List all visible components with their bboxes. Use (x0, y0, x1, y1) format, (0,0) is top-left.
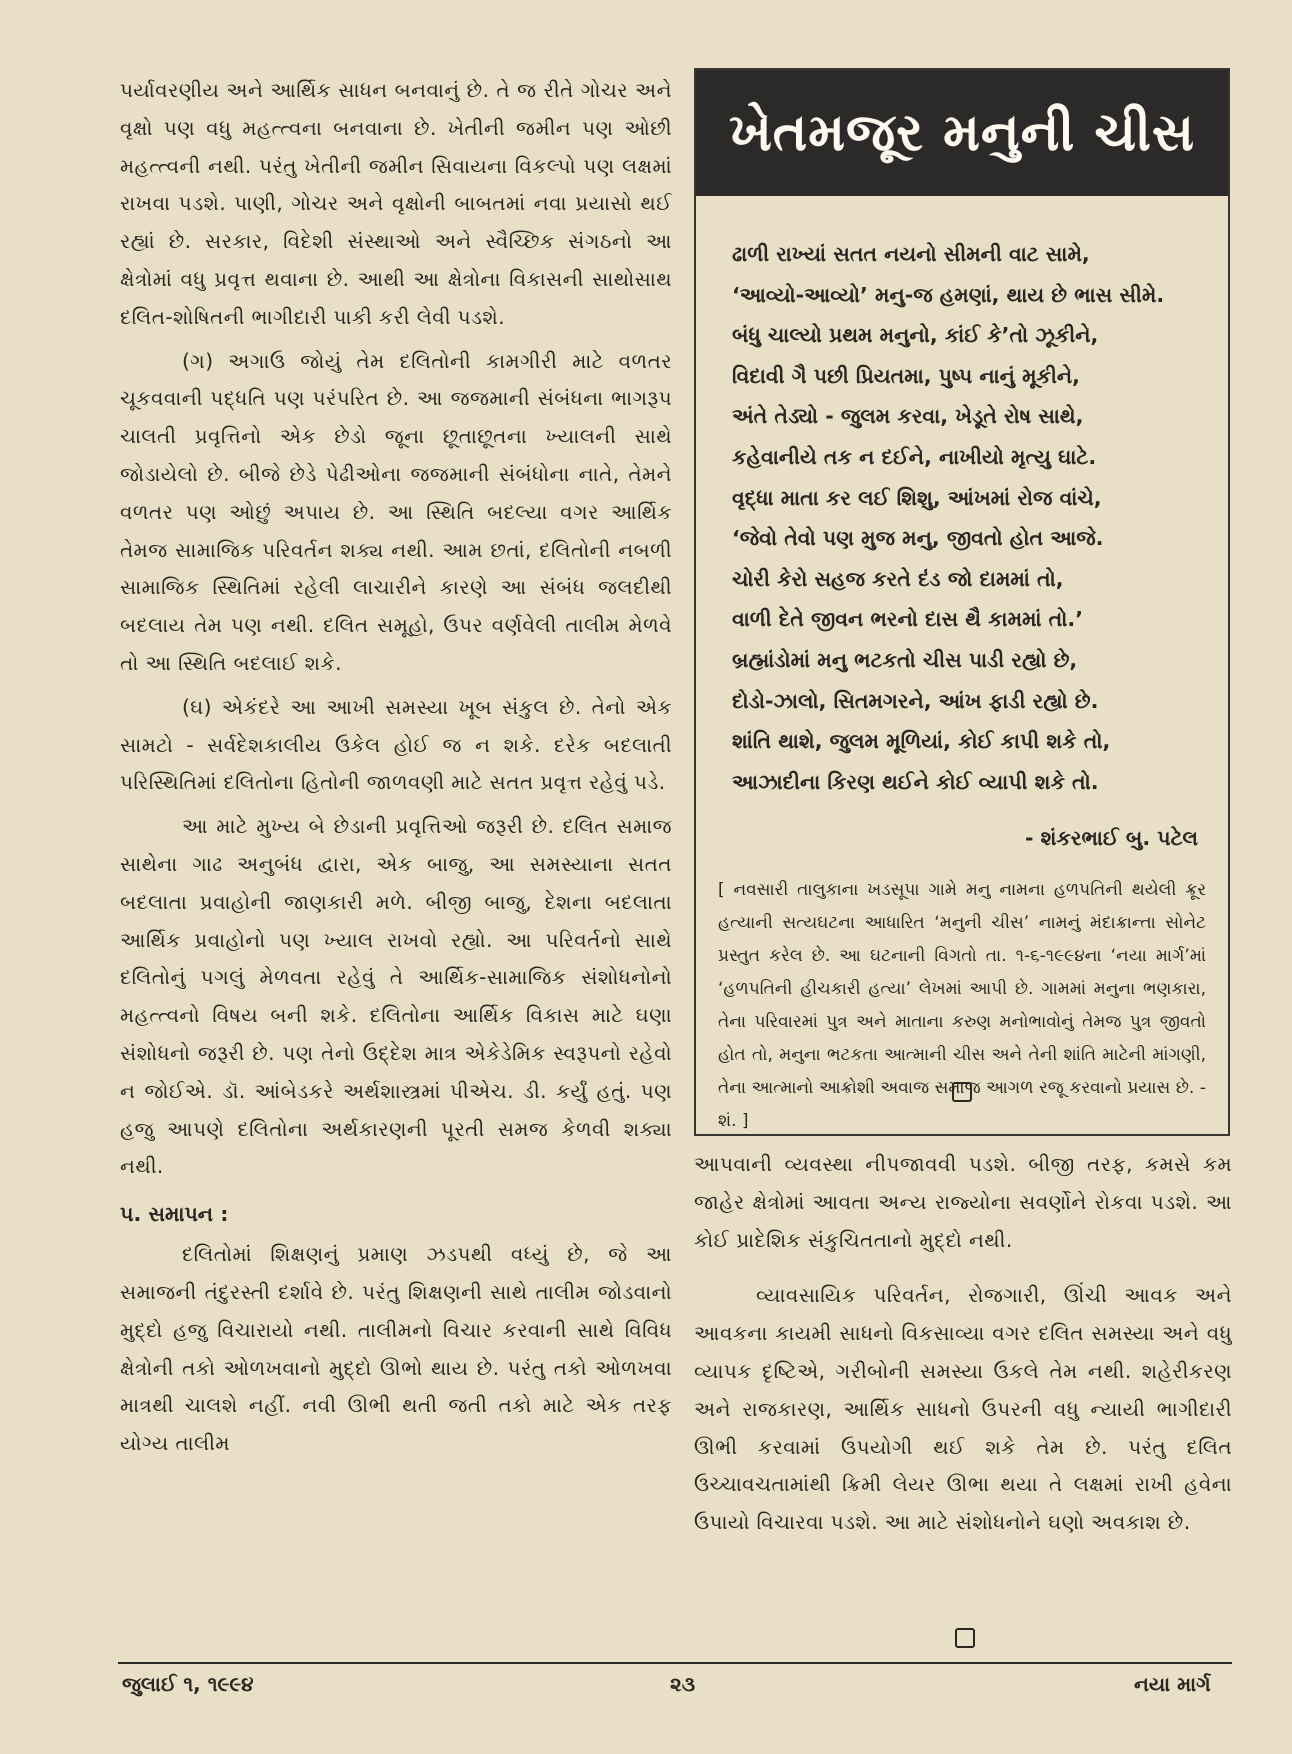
left-paragraph-2: (ગ) અગાઉ જોયું તેમ દલિતોની કામગીરી માટે વળતર ચૂકવવાની પદ્ધતિ પણ પરંપરિત છે. આ જજમાની સંબંધના ભાગરૂપ ચાલતી પ્રવૃત્તિનો એક છેડો જૂના છૂતાછૂતના ખ્યાલની સાથે જોડાયેલો છે. બીજે છેડે પેઢીઓના જજમાની સંબંધોના નાતે, તેમને વળતર પણ ઓછું અપાય છે. આ સ્થિતિ બદલ્યા વગર આર્થિક તેમજ સામાજિક પરિવર્તન શક્ય નથી. આમ છતાં, દલિતોની નબળી સામાજિક સ્થિતિમાં રહેલી લાચારીને કારણે આ સંબંધ જલદીથી બદલાય તેમ પણ નથી. દલિત સમૂહો, ઉપર વર્ણવેલી તાલીમ મેળવે તો આ સ્થિતિ બદલાઈ શકે. (120, 348, 672, 675)
poem-line: આઝાદીના કિરણ થઈને કોઈ વ્યાપી શકે તો. (732, 769, 1099, 794)
poem-author: - શંકરભાઈ બુ. પટેલ (1024, 826, 1198, 851)
poem-line: વાળી દેતે જીવન ભરનો દાસ થૈ કામમાં તો.’ (732, 607, 1083, 632)
poem-line: શાંતિ થાશે, જુલમ મૂળિયાં, કોઈ કાપી શકે તો, (732, 729, 1111, 754)
end-square-icon (955, 1628, 975, 1648)
poem-line: વિદાવી ગૈ પછી પ્રિયતમા, પુષ્પ નાનું મૂકીને, (732, 363, 1080, 388)
left-paragraph-5: દલિતોમાં શિક્ષણનું પ્રમાણ ઝડપથી વધ્યું છે, જે આ સમાજની તંદુરસ્તી દર્શાવે છે. પરંતુ શિક્ષણની સાથે તાલીમ જોડવાનો મુદ્દો હજુ વિચારાયો નથી. તાલીમનો વિચાર કરવાની સાથે વિવિધ ક્ષેત્રોની તકો ઓળખવાનો મુદ્દો ઊભો થાય છે. પરંતુ તકો ઓળખવા માત્રથી ચાલશે નહીં. નવી ઊભી થતી જતી તકો માટે એક તરફ યોગ્ય તાલીમ (120, 1242, 672, 1456)
poem-title: ખેતમજૂર મનુની ચીસ (729, 102, 1195, 163)
left-paragraph-1: પર્યાવરણીય અને આર્થિક સાધન બનવાનું છે. તે જ રીતે ગોચર અને વૃક્ષો પણ વધુ મહત્ત્વના બનવાના છે. ખેતીની જમીન પણ ઓછી મહત્ત્વની નથી. પરંતુ ખેતીની જમીન સિવાયના વિકલ્પો પણ લક્ષમાં રાખવા પડશે. પાણી, ગોચર અને વૃક્ષોની બાબતમાં નવા પ્રયાસો થઈ રહ્યાં છે. સરકાર, વિદેશી સંસ્થાઓ અને સ્વૈચ્છિક સંગઠનો આ ક્ષેત્રોમાં વધુ પ્રવૃત્ત થવાના છે. આથી આ ક્ષેત્રોના વિકાસની સાથોસાથ દલિત-શોષિતની ભાગીદારી પાકી કરી લેવી પડશે. (120, 78, 672, 329)
poem-line: અંતે તેડ્યો - જુલમ કરવા, ખેડૂતે રોષ સાથે, (732, 404, 1084, 429)
right-paragraph-1: આપવાની વ્યવસ્થા નીપજાવવી પડશે. બીજી તરફ, કમસે કમ જાહેર ક્ષેત્રોમાં આવતા અન્ય રાજ્યોના સવર્ણોને રોકવા પડશે. આ કોઈ પ્રાદેશિક સંકુચિતતાનો મુદ્દો નથી. (694, 1152, 1232, 1252)
poem-line: ચોરી કેરો સહજ કરતે દંડ જો દામમાં તો, (732, 566, 1064, 591)
right-paragraph-2: વ્યાવસાયિક પરિવર્તન, રોજગારી, ઊંચી આવક અને આવકના કાયમી સાધનો વિકસાવ્યા વગર દલિત સમસ્યા અને વધુ વ્યાપક દૃષ્ટિએ, ગરીબોની સમસ્યા ઉકલે તેમ નથી. શહેરીકરણ અને રાજકારણ, આર્થિક સાધનો ઉપરની વધુ ન્યાયી ભાગીદારી ઊભી કરવામાં ઉપયોગી થઈ શકે તેમ છે. પરંતુ દલિત ઉચ્ચાવચતામાંથી ક્રિમી લેયર ઊભા થયા તે લક્ષમાં રાખી હવેના ઉપાયો વિચારવા પડશે. આ માટે સંશોધનોને ઘણો અવકાશ છે. (694, 1283, 1232, 1535)
poem-lines (696, 234, 1228, 802)
poem-line: ઢાળી રાખ્યાં સતત નયનો સીમની વાટ સામે, (732, 242, 1090, 266)
poem-line: દોડો-ઝાલો, સિતમગરને, આંખ ફાડી રહ્યો છે. (732, 688, 1099, 713)
left-paragraph-4: આ માટે મુખ્ય બે છેડાની પ્રવૃત્તિઓ જરૂરી છે. દલિત સમાજ સાથેના ગાઢ અનુબંધ દ્વારા, એક બાજુ, આ સમસ્યાના સતત બદલાતા પ્રવાહોની જાણકારી મળે. બીજી બાજુ, દેશના બદલાતા આર્થિક પ્રવાહોનો પણ ખ્યાલ રાખવો રહ્યો. આ પરિવર્તનો સાથે દલિતોનું પગલું મેળવતા રહેવું તે આર્થિક-સામાજિક સંશોધનોનો મહત્ત્વનો વિષય બની શકે. દલિતોના આર્થિક વિકાસ માટે ઘણા સંશોધનો જરૂરી છે. પણ તેનો ઉદ્દેશ માત્ર એકેડેમિક સ્વરૂપનો રહેવો ન જોઈએ. ડૉ. આંબેડકરે અર્થશાસ્ત્રમાં પીએચ. ડી. કર્યું હતું. પણ હજુ આપણે દલિતોના અર્થકારણની પૂરતી સમજ કેળવી શક્યા નથી. (120, 814, 672, 1179)
footer-divider (118, 1662, 1232, 1664)
end-square-icon (952, 1082, 972, 1102)
poem-line: ‘આવ્યો-આવ્યો’ મનુ-જ હમણાં, થાય છે ભાસ સીમે. (732, 282, 1165, 307)
left-column (120, 72, 672, 1463)
footer-date: જુલાઈ ૧, ૧૯૯૪ (122, 1672, 254, 1696)
right-column (694, 1146, 1232, 1542)
poem-line: કહેવાનીયે તક ન દઈને, નાખીયો મૃત્યુ ઘાટે. (732, 444, 1097, 469)
poem-box (694, 68, 1230, 1136)
poem-title-bar (696, 70, 1228, 196)
poem-note: [ નવસારી તાલુકાના ખડસૂપા ગામે મનુ નામના હળપતિની થયેલી ક્રૂર હત્યાની સત્યઘટના આધારિત ‘મનુની ચીસ’ નામનું મંદાક્રાન્તા સોનેટ પ્રસ્તુત કરેલ છે. આ ઘટનાની વિગતો તા. ૧-૬-૧૯૯૪ના ‘નયા માર્ગ’માં ‘હળપતિની હીચકારી હત્યા’ લેખમાં આપી છે. ગામમાં મનુના ભણકારા, તેના પરિવારમાં પુત્ર અને માતાના કરુણ મનોભાવોનું તેમજ પુત્ર જીવતો હોત તો, મનુના ભટકતા આત્માની ચીસ અને તેની શાંતિ માટેની માંગણી, તેના આત્માનો આક્રોશી અવાજ સમાજ આગળ રજૂ કરવાનો પ્રયાસ છે. - શં. ] (718, 880, 1206, 1132)
page-number: ૨૩ (670, 1672, 696, 1696)
poem-line: બ્રહ્માંડોમાં મનુ ભટકતો ચીસ પાડી રહ્યો છે, (732, 647, 1078, 672)
magazine-name: નયા માર્ગ (1134, 1672, 1211, 1696)
poem-line: વૃદ્ધા માતા કર લઈ શિશુ, આંખમાં રોજ વાંચે, (732, 485, 1102, 510)
left-paragraph-3: (ઘ) એકંદરે આ આખી સમસ્યા ખૂબ સંકુલ છે. તેનો એક સામટો - સર્વદેશકાલીય ઉકેલ હોઈ જ ન શકે. દરેક બદલાતી પરિસ્થિતિમાં દલિતોના હિતોની જાળવણી માટે સતત પ્રવૃત્ત રહેવું પડે. (120, 694, 672, 795)
poem-line: બંધુ ચાલ્યો પ્રથમ મનુનો, કાંઈ કે’તો ઝૂકીને, (732, 323, 1099, 348)
section-heading: ૫. સમાપન : (120, 1202, 229, 1227)
poem-line: ‘જેવો તેવો પણ મુજ મનુ, જીવતો હોત આજે. (732, 526, 1104, 551)
